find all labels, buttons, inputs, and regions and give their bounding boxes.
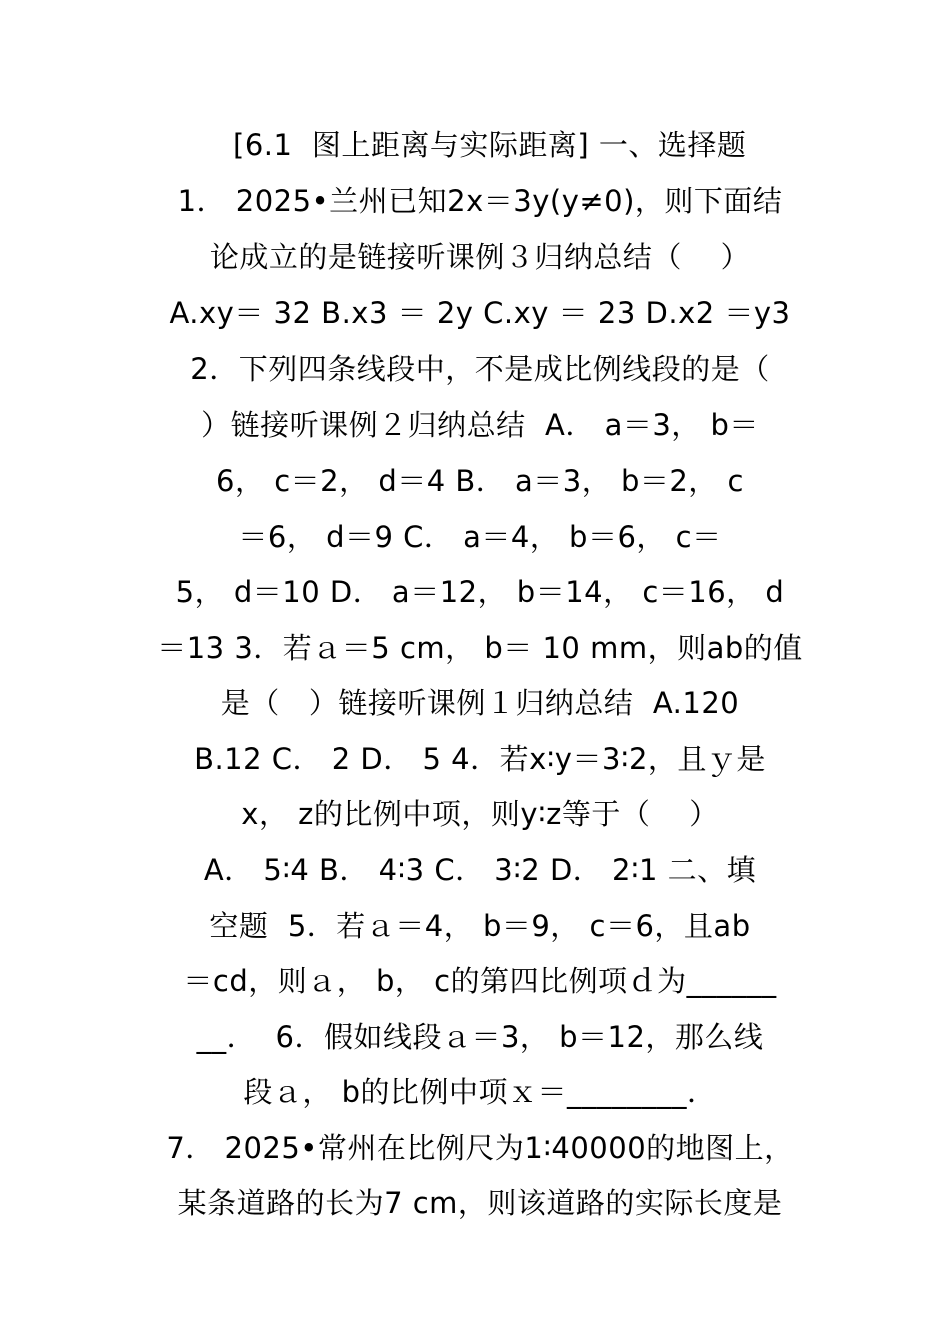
text-line-20: 某条道路的长为7 cm，则该道路的实际长度是: [177, 1186, 783, 1220]
text-line-9: 5， d＝10 D． a＝12， b＝14， c＝16， d: [175, 575, 785, 609]
text-line-15: 空题 5．若ａ＝4， b＝9， c＝6，且ab: [209, 909, 751, 943]
text-line-13: x， z的比例中项，则y∶z等于（ ）: [241, 797, 719, 831]
text-line-6: ）链接听课例２归纳总结 A． a＝3， b＝: [201, 408, 759, 442]
text-line-14: A． 5∶4 B． 4∶3 C． 3∶2 D． 2∶1 二、填: [203, 853, 757, 887]
text-line-4: A.xy＝ 32 B.x3 ＝ 2y C.xy ＝ 23 D.x2 ＝y3: [169, 296, 791, 330]
text-line-17: __． 6．假如线段ａ＝3， b＝12，那么线: [196, 1020, 764, 1054]
text-line-19: 7． 2025•常州在比例尺为1∶40000的地图上，: [166, 1131, 794, 1165]
text-line-1: [6.1 图上距离与实际距离] 一、选择题: [213, 128, 747, 162]
text-line-12: B.12 C． 2 D． 5 4．若x∶y＝3∶2，且ｙ是: [194, 742, 766, 776]
text-line-10: ＝13 3．若ａ＝5 cm， b＝ 10 mm，则ab的值: [157, 631, 803, 665]
text-line-7: 6， c＝2， d＝4 B． a＝3， b＝2， c: [216, 464, 744, 498]
text-line-11: 是（ ）链接听课例１归纳总结 A.120: [220, 686, 740, 720]
text-line-5: 2．下列四条线段中，不是成比例线段的是（: [190, 352, 770, 386]
text-line-8: ＝6， d＝9 C． a＝4， b＝6， c＝: [238, 520, 722, 554]
text-line-16: ＝cd，则ａ， b， c的第四比例项ｄ为______: [183, 964, 777, 998]
text-line-18: 段ａ， b的比例中项ｘ＝________．: [243, 1075, 717, 1109]
text-line-3: 论成立的是链接听课例３归纳总结（ ）: [209, 240, 751, 274]
text-line-2: 1． 2025•兰州已知2x＝3y(y≠0)，则下面结: [177, 184, 783, 218]
